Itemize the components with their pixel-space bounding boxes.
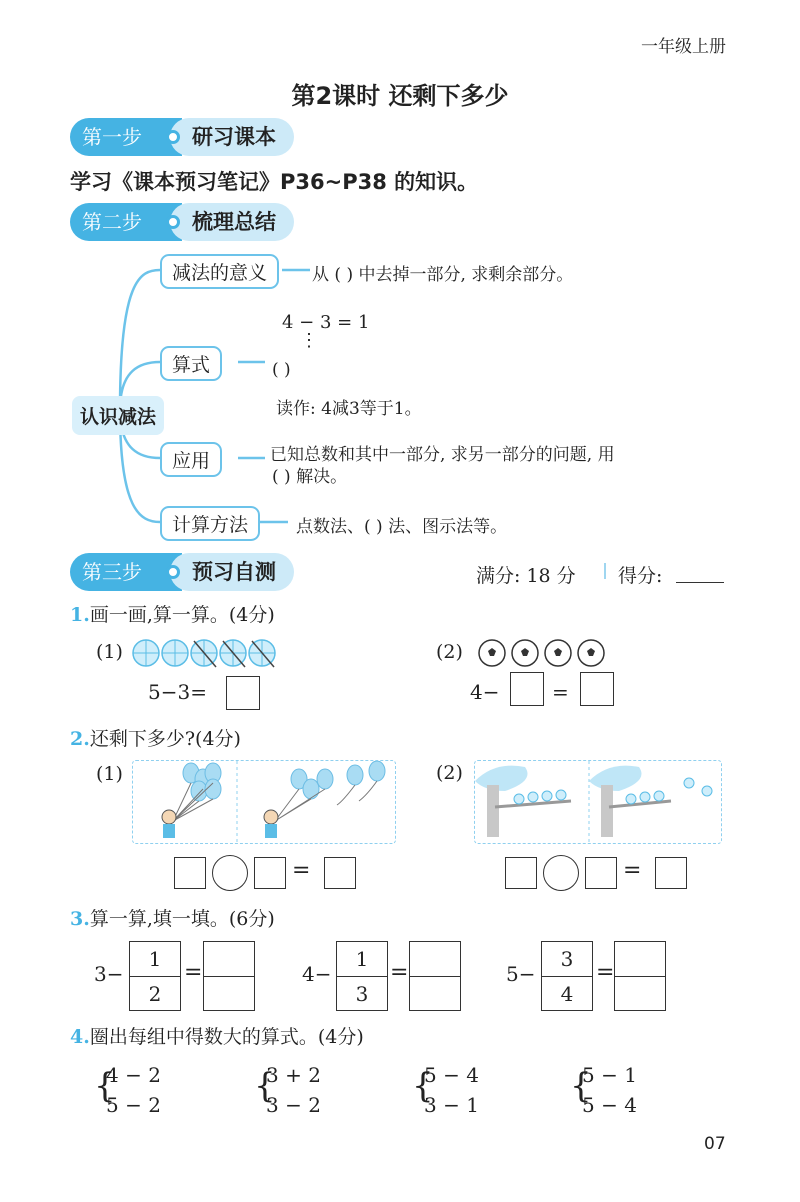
bird-picture [474,760,722,844]
q3-number: 3. [70,908,90,930]
q4-group1-expr2[interactable]: 5 − 2 [106,1093,161,1117]
mindmap-root: 认识减法 [72,396,164,435]
vertical-dots: ⋮ [300,330,318,351]
step2-name: 梳理总结 [170,203,294,241]
q3-item1-left: 3− [94,962,124,986]
q4-group3-expr2[interactable]: 3 − 1 [424,1093,479,1117]
q2-part2-label: (2) [436,762,463,784]
q1-part1-label: (1) [96,641,123,663]
basketballs [130,637,280,669]
step1-tag: 第一步 [70,118,182,156]
q4-group1[interactable] [106,1060,161,1120]
q2-equals-1: = [292,858,311,883]
q4-group4[interactable] [582,1060,637,1120]
score-answer-line[interactable] [676,582,724,583]
q4-group4-expr1[interactable]: 5 − 1 [582,1063,637,1087]
brace-icon: { [94,1066,116,1106]
mindmap-node-formula: 算式 [160,346,222,381]
step2-header [70,203,310,241]
q4-group4-expr2[interactable]: 5 − 4 [582,1093,637,1117]
q1-text: 画一画,算一算。(4分) [89,604,275,626]
q1-answer-box-2[interactable] [510,672,544,706]
q3-item1-equals: = [184,960,203,985]
q1-title [70,600,275,627]
q2-box-1b[interactable] [254,857,286,889]
step2-tag: 第二步 [70,203,182,241]
q3-item1-top: 1 [130,942,180,977]
brace-icon: { [254,1066,276,1106]
page-title: 第2课时 还剩下多少 [291,82,509,110]
q4-group2-expr1[interactable]: 3 + 2 [266,1063,321,1087]
step1-header [70,118,310,156]
step1-text: 学习《课本预习笔记》P36~P38 的知识。 [70,170,479,194]
application-text-2: ( ) 解决。 [272,467,348,487]
q2-box-1a[interactable] [174,857,206,889]
q4-group3[interactable] [424,1060,479,1120]
q2-text: 还剩下多少?(4分) [89,728,241,750]
q2-box-2a[interactable] [505,857,537,889]
page-number: 07 [704,1134,726,1154]
q3-item3-answer[interactable] [614,941,666,1011]
q2-number: 2. [70,728,90,750]
grade-label: 一年级上册 [641,37,726,57]
q3-item1-split [129,941,181,1011]
balloon-boy-illustration [133,761,395,843]
q4-number: 4. [70,1026,90,1048]
formula-blank: ( ) [272,360,291,380]
step3-header [70,553,310,591]
q3-title [70,904,275,931]
q3-item1-bottom: 2 [148,982,162,1006]
soccer-balls [476,637,606,669]
q3-item1-answer[interactable] [203,941,255,1011]
q4-group2-expr2[interactable]: 3 − 2 [266,1093,321,1117]
q3-item2-left: 4− [302,962,332,986]
full-score: 满分: 18 分 [476,565,576,587]
q1-part2-minus: 4− [470,680,500,704]
q3-item2-equals: = [390,960,409,985]
q3-item3-split [541,941,593,1011]
q4-text: 圈出每组中得数大的算式。(4分) [89,1026,364,1048]
q2-box-1c[interactable] [324,857,356,889]
brace-icon: { [412,1066,434,1106]
method-text: 点数法、( ) 法、图示法等。 [296,517,508,537]
q3-text: 算一算,填一填。(6分) [89,908,275,930]
q1-answer-box-1[interactable] [226,676,260,710]
q3-item3-equals: = [596,960,615,985]
step-dot-icon [166,565,180,579]
q3-item2-bottom: 3 [355,982,369,1006]
score-divider [604,563,606,579]
q2-equals-2: = [623,858,642,883]
step-dot-icon [166,215,180,229]
q4-group1-expr1[interactable]: 4 − 2 [106,1063,161,1087]
birds-on-tree-illustration [475,761,721,843]
balloon-picture [132,760,396,844]
q1-number: 1. [70,604,90,626]
q3-item3-left: 5− [506,962,536,986]
q3-item3-top: 3 [542,942,592,977]
meaning-text: 从 ( ) 中去掉一部分, 求剩余部分。 [312,265,574,285]
q1-part2-equals: = [552,680,569,704]
q1-answer-box-3[interactable] [580,672,614,706]
step1-name: 研习课本 [170,118,294,156]
q3-item2-answer[interactable] [409,941,461,1011]
brace-icon: { [570,1066,592,1106]
example-equation: 4 − 3 = 1 [282,312,370,333]
q1-part1-equation: 5−3= [148,680,207,704]
mindmap-node-method: 计算方法 [160,506,260,541]
step3-name: 预习自测 [170,553,294,591]
q4-group2[interactable] [266,1060,321,1120]
q4-group3-expr1[interactable]: 5 − 4 [424,1063,479,1087]
q2-title [70,724,241,751]
q2-part1-label: (1) [96,763,123,785]
q3-item2-split [336,941,388,1011]
q3-item3-bottom: 4 [560,982,574,1006]
application-text-1: 已知总数和其中一部分, 求另一部分的问题, 用 [270,445,615,465]
score-got-label: 得分: [618,565,663,587]
q2-operator-circle-2[interactable] [543,855,579,891]
step-dot-icon [166,130,180,144]
q2-box-2b[interactable] [585,857,617,889]
read-as-text: 读作: 4减3等于1。 [276,399,422,419]
q2-operator-circle-1[interactable] [212,855,248,891]
q1-part2-label: (2) [436,641,463,663]
step3-tag: 第三步 [70,553,182,591]
q3-item2-top: 1 [337,942,387,977]
mindmap-node-application: 应用 [160,442,222,477]
q2-box-2c[interactable] [655,857,687,889]
mindmap-node-meaning: 减法的意义 [160,254,279,289]
q4-title [70,1022,364,1049]
